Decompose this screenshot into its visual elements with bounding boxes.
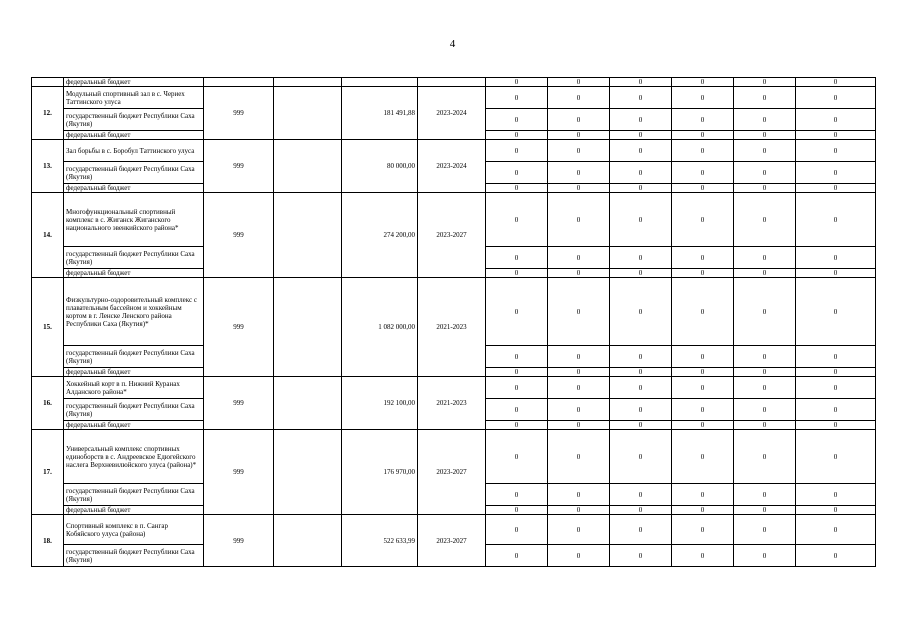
value-cell: 0 xyxy=(610,346,672,368)
value-cell: 0 xyxy=(796,346,876,368)
value-cell: 0 xyxy=(610,184,672,193)
value-cell: 0 xyxy=(672,278,734,346)
value-cell: 0 xyxy=(672,545,734,567)
value-cell: 0 xyxy=(486,368,548,377)
page-number: 4 xyxy=(449,38,456,50)
value-cell: 0 xyxy=(548,346,610,368)
value-cell: 0 xyxy=(734,131,796,140)
value-cell: 0 xyxy=(548,421,610,430)
value-cell: 0 xyxy=(734,506,796,515)
value-cell: 0 xyxy=(734,377,796,399)
value-cell: 0 xyxy=(734,247,796,269)
table-row xyxy=(32,87,876,109)
value-cell: 0 xyxy=(610,278,672,346)
funding-source-label: государственный бюджет Республики Саха (Якутия) xyxy=(64,109,204,131)
value-cell: 0 xyxy=(672,368,734,377)
value-cell: 0 xyxy=(672,399,734,421)
value-cell: 0 xyxy=(548,87,610,109)
value-cell: 0 xyxy=(734,368,796,377)
period-cell: 2023-2024 xyxy=(418,140,486,193)
value-cell: 0 xyxy=(672,430,734,484)
value-cell: 0 xyxy=(486,515,548,545)
value-cell: 0 xyxy=(486,377,548,399)
value-cell: 0 xyxy=(486,484,548,506)
funding-source-label: государственный бюджет Республики Саха (Якутия) xyxy=(64,484,204,506)
funding-source-label: федеральный бюджет xyxy=(64,506,204,515)
value-cell: 0 xyxy=(486,545,548,567)
funding-source-label: государственный бюджет Республики Саха (Якутия) xyxy=(64,162,204,184)
funding-source-label: федеральный бюджет xyxy=(64,78,204,87)
value-cell: 0 xyxy=(796,399,876,421)
value-cell: 0 xyxy=(734,109,796,131)
value-cell: 0 xyxy=(486,421,548,430)
value-cell: 0 xyxy=(610,78,672,87)
cost-cell: 192 100,00 xyxy=(342,377,418,430)
value-cell: 0 xyxy=(796,484,876,506)
code-cell: 999 xyxy=(204,87,274,140)
blank-cell xyxy=(274,430,342,515)
value-cell: 0 xyxy=(548,515,610,545)
item-number: 12. xyxy=(32,87,64,140)
value-cell: 0 xyxy=(796,430,876,484)
object-name: Спортивный комплекс в п. Сангар Кобяйского улуса (района) xyxy=(64,515,204,545)
table-row xyxy=(32,430,876,484)
value-cell: 0 xyxy=(548,184,610,193)
value-cell: 0 xyxy=(796,162,876,184)
item-number: 17. xyxy=(32,430,64,515)
value-cell: 0 xyxy=(610,484,672,506)
value-cell: 0 xyxy=(548,162,610,184)
value-cell: 0 xyxy=(548,368,610,377)
code-cell: 999 xyxy=(204,140,274,193)
value-cell: 0 xyxy=(672,269,734,278)
funding-source-label: государственный бюджет Республики Саха (Якутия) xyxy=(64,545,204,567)
table-row xyxy=(32,78,876,87)
value-cell: 0 xyxy=(486,78,548,87)
value-cell: 0 xyxy=(796,269,876,278)
value-cell: 0 xyxy=(486,184,548,193)
period-cell: 2023-2024 xyxy=(418,87,486,140)
value-cell: 0 xyxy=(548,78,610,87)
value-cell: 0 xyxy=(486,247,548,269)
value-cell: 0 xyxy=(796,109,876,131)
value-cell: 0 xyxy=(672,484,734,506)
value-cell: 0 xyxy=(796,87,876,109)
blank-cell xyxy=(274,87,342,140)
value-cell: 0 xyxy=(734,484,796,506)
value-cell: 0 xyxy=(796,278,876,346)
cost-cell: 80 000,00 xyxy=(342,140,418,193)
cost-cell: 522 633,99 xyxy=(342,515,418,567)
value-cell: 0 xyxy=(672,78,734,87)
object-name: Зал борьбы в с. Боробул Таттинского улуса xyxy=(64,140,204,162)
funding-source-label: федеральный бюджет xyxy=(64,184,204,193)
value-cell: 0 xyxy=(548,140,610,162)
value-cell: 0 xyxy=(610,506,672,515)
value-cell: 0 xyxy=(796,545,876,567)
value-cell: 0 xyxy=(672,515,734,545)
value-cell: 0 xyxy=(610,109,672,131)
period-cell: 2023-2027 xyxy=(418,515,486,567)
value-cell: 0 xyxy=(486,346,548,368)
value-cell: 0 xyxy=(610,515,672,545)
value-cell: 0 xyxy=(672,131,734,140)
value-cell: 0 xyxy=(734,399,796,421)
value-cell: 0 xyxy=(796,506,876,515)
value-cell: 0 xyxy=(672,162,734,184)
value-cell: 0 xyxy=(672,346,734,368)
value-cell: 0 xyxy=(734,87,796,109)
value-cell: 0 xyxy=(486,278,548,346)
value-cell: 0 xyxy=(486,193,548,247)
value-cell: 0 xyxy=(734,421,796,430)
funding-source-label: государственный бюджет Республики Саха (Якутия) xyxy=(64,399,204,421)
code-cell: 999 xyxy=(204,193,274,278)
table-row xyxy=(32,278,876,346)
value-cell: 0 xyxy=(548,109,610,131)
value-cell: 0 xyxy=(548,545,610,567)
blank-cell xyxy=(274,377,342,430)
period-cell: 2021-2023 xyxy=(418,278,486,377)
value-cell: 0 xyxy=(486,162,548,184)
code-cell: 999 xyxy=(204,430,274,515)
value-cell: 0 xyxy=(486,430,548,484)
value-cell: 0 xyxy=(734,545,796,567)
row-number-cell xyxy=(32,78,64,87)
value-cell: 0 xyxy=(734,346,796,368)
period-cell: 2021-2023 xyxy=(418,377,486,430)
value-cell: 0 xyxy=(672,247,734,269)
value-cell: 0 xyxy=(796,515,876,545)
value-cell: 0 xyxy=(486,87,548,109)
value-cell: 0 xyxy=(734,140,796,162)
table-row xyxy=(32,515,876,545)
value-cell: 0 xyxy=(610,193,672,247)
code-cell: 999 xyxy=(204,515,274,567)
value-cell: 0 xyxy=(486,269,548,278)
item-number: 14. xyxy=(32,193,64,278)
funding-source-label: федеральный бюджет xyxy=(64,421,204,430)
code-cell: 999 xyxy=(204,377,274,430)
value-cell: 0 xyxy=(548,131,610,140)
value-cell: 0 xyxy=(796,247,876,269)
value-cell: 0 xyxy=(796,131,876,140)
value-cell: 0 xyxy=(610,377,672,399)
value-cell: 0 xyxy=(672,87,734,109)
value-cell: 0 xyxy=(796,377,876,399)
value-cell: 0 xyxy=(548,506,610,515)
cost-cell xyxy=(342,78,418,87)
value-cell: 0 xyxy=(734,269,796,278)
table-row xyxy=(32,193,876,247)
item-number: 18. xyxy=(32,515,64,567)
object-name: Универсальный комплекс спортивных единоборств в с. Андреевское Едюгейского наслега Верхневилюйского улуса (района)* xyxy=(64,430,204,484)
blank-cell xyxy=(274,140,342,193)
value-cell: 0 xyxy=(486,506,548,515)
value-cell: 0 xyxy=(486,140,548,162)
value-cell: 0 xyxy=(734,184,796,193)
object-name: Модульный спортивный зал в с. Чериех Таттинского улуса xyxy=(64,87,204,109)
blank-cell xyxy=(274,193,342,278)
table-row xyxy=(32,377,876,399)
value-cell: 0 xyxy=(672,506,734,515)
budget-table xyxy=(31,77,876,567)
value-cell: 0 xyxy=(548,247,610,269)
cost-cell: 274 200,00 xyxy=(342,193,418,278)
blank-cell xyxy=(274,78,342,87)
value-cell: 0 xyxy=(486,109,548,131)
value-cell: 0 xyxy=(548,430,610,484)
value-cell: 0 xyxy=(610,399,672,421)
value-cell: 0 xyxy=(548,193,610,247)
value-cell: 0 xyxy=(548,377,610,399)
value-cell: 0 xyxy=(548,399,610,421)
funding-source-label: федеральный бюджет xyxy=(64,131,204,140)
value-cell: 0 xyxy=(672,377,734,399)
item-number: 16. xyxy=(32,377,64,430)
value-cell: 0 xyxy=(734,193,796,247)
blank-cell xyxy=(274,515,342,567)
period-cell: 2023-2027 xyxy=(418,430,486,515)
value-cell: 0 xyxy=(672,109,734,131)
value-cell: 0 xyxy=(796,140,876,162)
object-name: Хоккейный корт в п. Нижний Куранах Алданского района* xyxy=(64,377,204,399)
value-cell: 0 xyxy=(672,184,734,193)
value-cell: 0 xyxy=(610,421,672,430)
value-cell: 0 xyxy=(610,162,672,184)
item-number: 13. xyxy=(32,140,64,193)
funding-source-label: государственный бюджет Республики Саха (Якутия) xyxy=(64,346,204,368)
value-cell: 0 xyxy=(672,140,734,162)
value-cell: 0 xyxy=(734,278,796,346)
value-cell: 0 xyxy=(610,269,672,278)
funding-source-label: федеральный бюджет xyxy=(64,269,204,278)
blank-cell xyxy=(274,278,342,377)
table-row xyxy=(32,140,876,162)
cost-cell: 176 970,00 xyxy=(342,430,418,515)
period-cell: 2023-2027 xyxy=(418,193,486,278)
funding-source-label: государственный бюджет Республики Саха (Якутия) xyxy=(64,247,204,269)
value-cell: 0 xyxy=(796,184,876,193)
object-name: Многофункциональный спортивный комплекс в с. Жиганск Жиганского национального эвенкийского района* xyxy=(64,193,204,247)
object-name: Физкультурно-оздоровительный комплекс с плавательным бассейном и хоккейным кортом в г. Ленске Ленского района Республики Саха (Якутия)* xyxy=(64,278,204,346)
value-cell: 0 xyxy=(486,399,548,421)
value-cell: 0 xyxy=(610,87,672,109)
value-cell: 0 xyxy=(610,368,672,377)
cost-cell: 181 491,88 xyxy=(342,87,418,140)
value-cell: 0 xyxy=(610,545,672,567)
value-cell: 0 xyxy=(610,247,672,269)
cost-cell: 1 082 000,00 xyxy=(342,278,418,377)
funding-source-label: федеральный бюджет xyxy=(64,368,204,377)
value-cell: 0 xyxy=(486,131,548,140)
value-cell: 0 xyxy=(548,278,610,346)
code-cell: 999 xyxy=(204,278,274,377)
value-cell: 0 xyxy=(796,368,876,377)
value-cell: 0 xyxy=(734,430,796,484)
value-cell: 0 xyxy=(548,484,610,506)
value-cell: 0 xyxy=(796,193,876,247)
value-cell: 0 xyxy=(796,78,876,87)
value-cell: 0 xyxy=(610,140,672,162)
value-cell: 0 xyxy=(734,162,796,184)
value-cell: 0 xyxy=(548,269,610,278)
item-number: 15. xyxy=(32,278,64,377)
value-cell: 0 xyxy=(610,430,672,484)
value-cell: 0 xyxy=(796,421,876,430)
code-cell xyxy=(204,78,274,87)
value-cell: 0 xyxy=(672,421,734,430)
period-cell xyxy=(418,78,486,87)
value-cell: 0 xyxy=(672,193,734,247)
value-cell: 0 xyxy=(734,78,796,87)
value-cell: 0 xyxy=(734,515,796,545)
value-cell: 0 xyxy=(610,131,672,140)
